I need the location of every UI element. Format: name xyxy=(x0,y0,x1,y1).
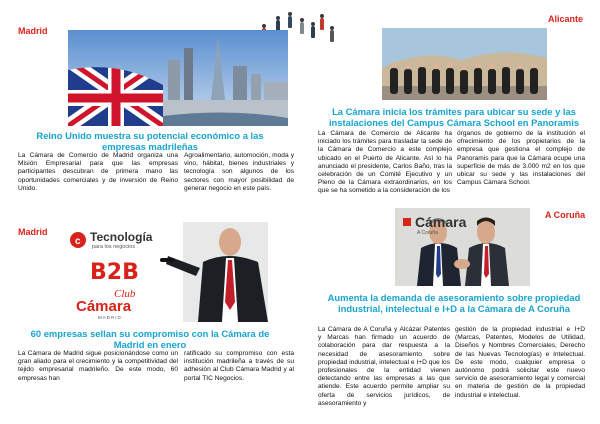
article-body-col1: La Cámara de A Coruña y Alcázar Patentes y Marcas han firmado un acuerdo de colaboración para dar respuesta a la necesidad de asesoramiento sobre propiedad industrial, intelectual e I+D que los profesionales de la entidad vienen detectando entre las empresas a las que atiende. Este acuerdo permite ampliar su oferta de servicios jurídicos, de asesoramiento y xyxy=(318,326,450,407)
svg-text:c: c xyxy=(75,236,81,247)
headline-reino-unido: Reino Unido muestra su potencial económico a las empresas madrileñas xyxy=(36,130,264,152)
article-body-col2: ratificado su compromiso con esta institución madrileña a través de su adhesión al Club Cámara Madrid y al portal TIC Negocios. xyxy=(184,350,294,382)
london-uk-flag-photo xyxy=(68,30,288,126)
region-label: Madrid xyxy=(18,227,48,237)
article-body-col2: órganos de gobierno de la institución el ofrecimiento de los propietarios de la empresa que gestiona el complejo de Panoramis para que la Cámara ocupe una superficie de más de 3.000 m2 en los que ubicar su sede y las instalaciones del Campus Cámara School. xyxy=(457,130,585,187)
camara-sign: Cámara xyxy=(415,214,467,230)
headline-panoramis: La Cámara inicia los trámites para ubicar su sede y las instalaciones del Campus Cámara School en Panoramis xyxy=(328,106,580,128)
banner-camara: Cámara xyxy=(76,298,132,315)
headline-propiedad-industrial: Aumenta la demanda de asesoramiento sobre propiedad industrial, intelectual e I+D a la Cámara de A Coruña xyxy=(327,292,581,314)
banner-subtitle: para los negocios xyxy=(92,244,136,250)
article-body-col2: Agroalimentario, automoción, moda y vino, hábitat, bienes industriales y tecnología son algunos de los sectores con mayor posibilidad de generar negocio en este país. xyxy=(184,152,294,192)
region-label: A Coruña xyxy=(545,210,586,220)
article-body-col1: La Cámara de Comercio de Alicante ha iniciado los trámites para trasladar la sede de la Cámara de Comercio a este complejo ubicado en el Puerto de Alicante. Así lo ha anunciado el presidente, Carlos Baño, tras la celebración de un Comité Ejecutivo y un Pleno de la Cámara extraordinarios, en los que se ha sometido a la consideración de los xyxy=(318,130,452,195)
headline-60-empresas: 60 empresas sellan su compromiso con la Cámara de Madrid en enero xyxy=(30,328,270,350)
banner-club: Club xyxy=(114,288,136,300)
banner-title: Tecnología xyxy=(90,230,153,244)
alicante-group-photo xyxy=(382,28,547,100)
camara-sign-sub: A Coruña xyxy=(417,230,438,236)
club-camara-banner xyxy=(68,222,268,322)
article-body-col1: La Cámara de Madrid sigue posicionándose como un gran aliado para el crecimiento y la competitividad del tejido empresarial madrileño. De este modo, 60 empresas han xyxy=(18,350,178,382)
article-body-col1: La Cámara de Comercio de Madrid organiza una Misión Empresarial para que las empresas participantes descubran de primera mano las oportunidades comerciales y de inversión de Reino Unido. xyxy=(18,152,178,192)
banner-madrid: MADRID xyxy=(98,315,122,320)
region-label: Madrid xyxy=(18,26,48,36)
article-body-col2: gestión de la propiedad industrial e I+D (Marcas, Patentes, Modelos de Utilidad, Diseños y Nombres Comerciales, Derecho de las Nuevas Tecnologías) e Intelectual. De este modo, cualquier empresa o autónomo podrá solicitar este nuevo servicio de asesoramiento legal y comercial en materia de gestión de la propiedad industrial e intelectual. xyxy=(455,326,585,399)
coruna-handshake-photo xyxy=(395,208,530,286)
region-label: Alicante xyxy=(548,14,584,24)
banner-b2b: B2B xyxy=(90,260,139,285)
